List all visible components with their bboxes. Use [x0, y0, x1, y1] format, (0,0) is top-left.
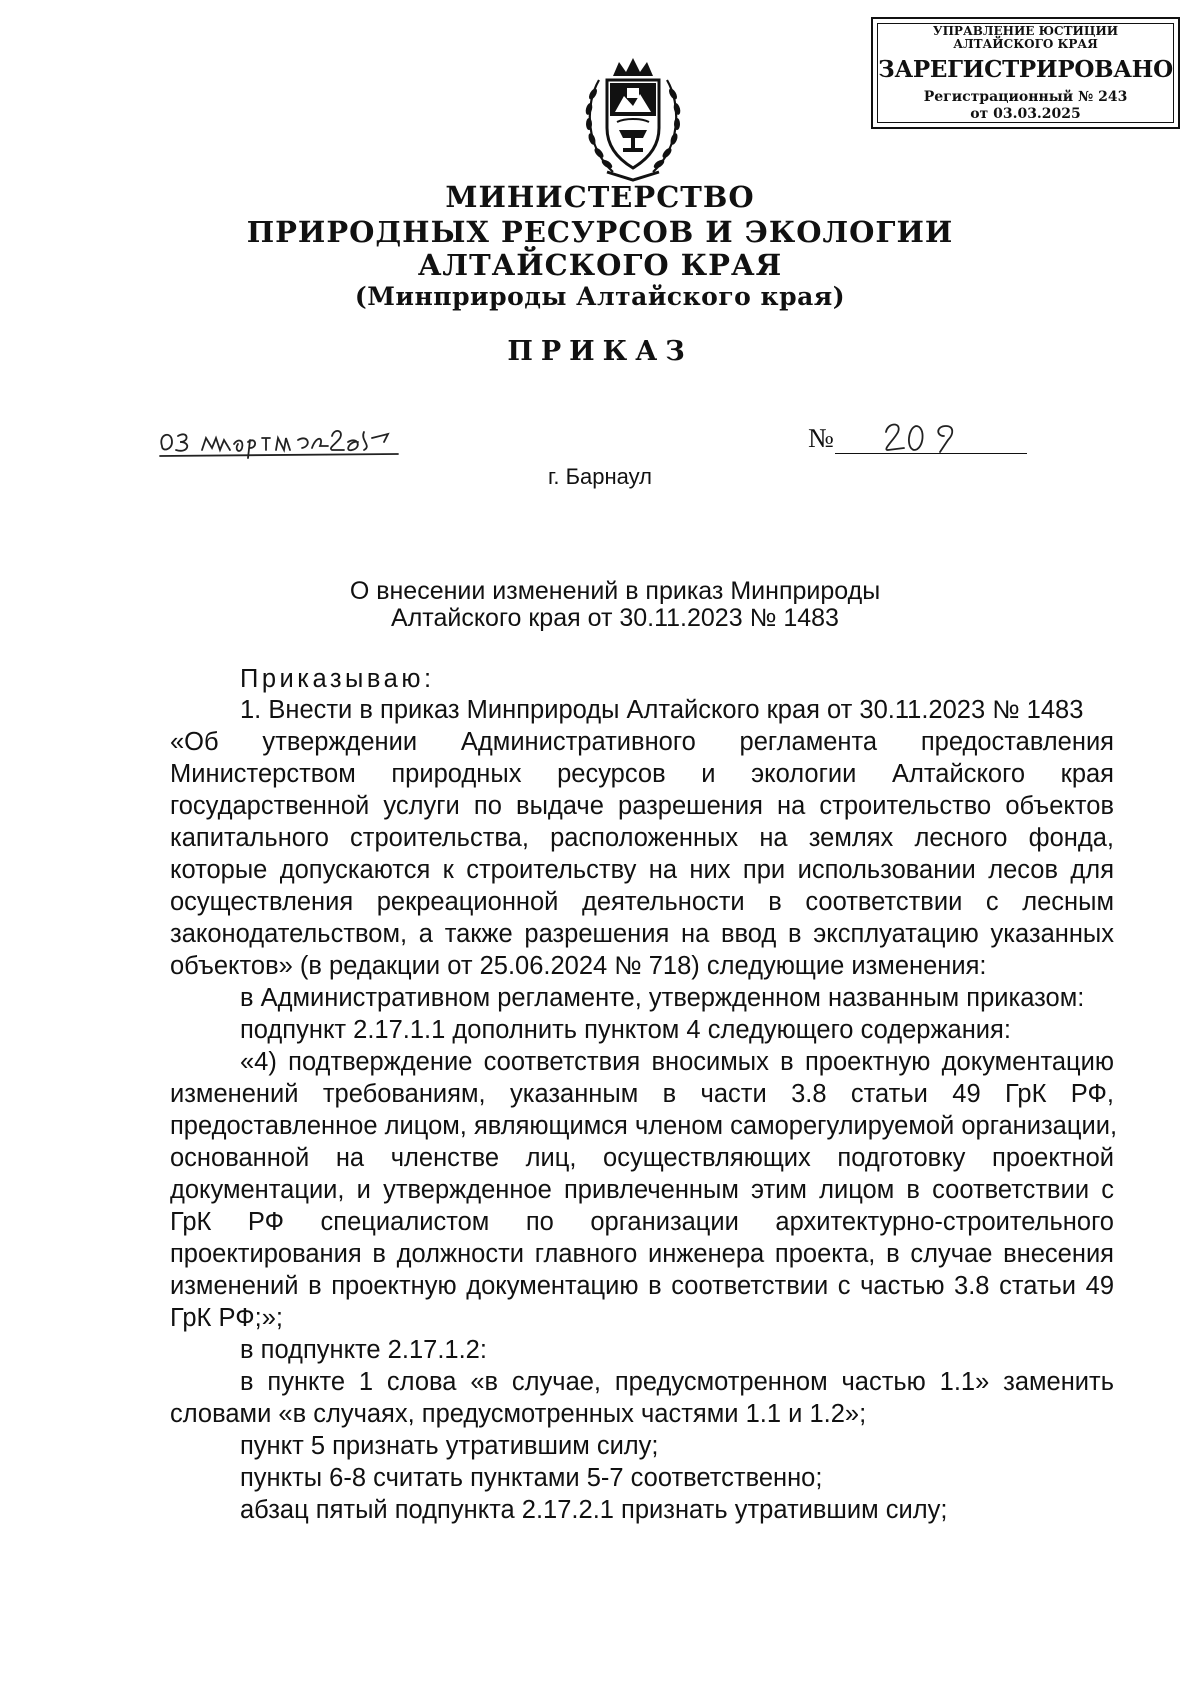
subject-line1: О внесении изменений в приказ Минприроды [349, 577, 881, 605]
body-line: «4) подтверждение соответствия вносимых в проектную документацию [240, 1048, 1114, 1076]
body-line: изменений требованиям, указанным в части 3.8 статьи 49 ГрК РФ, [170, 1080, 1114, 1108]
body-line: пункт 5 признать утратившим силу; [240, 1432, 659, 1460]
handwritten-date [158, 420, 420, 460]
body-line: пункты 6-8 считать пунктами 5-7 соответственно; [240, 1464, 823, 1492]
body-line: изменений в проектную документацию в соответствии с частью 3.8 статьи 49 [170, 1272, 1114, 1300]
header-line2: ПРИРОДНЫХ РЕСУРСОВ И ЭКОЛОГИИ [246, 215, 954, 249]
header-line3: АЛТАЙСКОГО КРАЯ [417, 248, 783, 282]
stamp-org-line2: АЛТАЙСКОГО КРАЯ [953, 37, 1098, 51]
subject-line2: Алтайского края от 30.11.2023 № 1483 [391, 604, 839, 632]
number-label: № [808, 423, 834, 453]
body-line: Приказываю: [240, 665, 435, 693]
body-line: которые допускаются к строительству на них при использовании лесов для [170, 856, 1114, 884]
body-line: в Административном регламенте, утвержденном названным приказом: [240, 984, 1085, 1012]
header-line4: (Минприроды Алтайского края) [354, 282, 846, 311]
body-line: подпункт 2.17.1.1 дополнить пунктом 4 следующего содержания: [240, 1016, 1011, 1044]
body-line: государственной услуги по выдаче разрешения на строительство объектов [170, 792, 1114, 820]
body-line: документации, и утвержденное привлеченным этим лицом в соответствии с [170, 1176, 1114, 1204]
body-line: абзац пятый подпункта 2.17.2.1 признать утратившим силу; [240, 1496, 948, 1524]
document-type: ПРИКАЗ [507, 336, 693, 367]
header-line1: МИНИСТЕРСТВО [445, 180, 755, 214]
stamp-org-line1: УПРАВЛЕНИЕ ЮСТИЦИИ [932, 24, 1119, 38]
city: г. Барнаул [548, 464, 652, 489]
stamp-reg-number: Регистрационный № 243 [923, 89, 1128, 105]
coat-of-arms-icon [577, 54, 689, 186]
body-line: предоставленное лицом, являющимся членом саморегулируемой организации, [170, 1112, 1118, 1140]
stamp-status: ЗАРЕГИСТРИРОВАНО [878, 56, 1173, 83]
body-line: «Об утверждении Административного регламента предоставления [170, 728, 1114, 756]
body-line: Министерством природных ресурсов и экологии Алтайского края [170, 760, 1114, 788]
body-line: 1. Внести в приказ Минприроды Алтайского края от 30.11.2023 № 1483 [240, 696, 1084, 724]
stamp-reg-date: от 03.03.2025 [970, 106, 1081, 122]
body-line: ГрК РФ специалистом по организации архитектурно-строительного [170, 1208, 1114, 1236]
handwritten-number [880, 418, 980, 454]
body-line: ГрК РФ;»; [170, 1304, 283, 1332]
body-line: проектирования в должности главного инженера проекта, в случае внесения [170, 1240, 1114, 1268]
body-line: законодательством, а также разрешения на ввод в эксплуатацию указанных [170, 920, 1114, 948]
body-line: капитального строительства, расположенных на землях лесного фонда, [170, 824, 1114, 852]
body-line: словами «в случаях, предусмотренных частями 1.1 и 1.2»; [170, 1400, 867, 1428]
body-line: основанной на членстве лиц, осуществляющих подготовку проектной [170, 1144, 1114, 1172]
body-line: в подпункте 2.17.1.2: [240, 1336, 487, 1364]
body-line: в пункте 1 слова «в случае, предусмотренном частью 1.1» заменить [240, 1368, 1114, 1396]
body-line: объектов» (в редакции от 25.06.2024 № 718) следующие изменения: [170, 952, 987, 980]
registration-stamp [871, 17, 1180, 129]
body-line: осуществления рекреационной деятельности в соответствии с лесным [170, 888, 1114, 916]
